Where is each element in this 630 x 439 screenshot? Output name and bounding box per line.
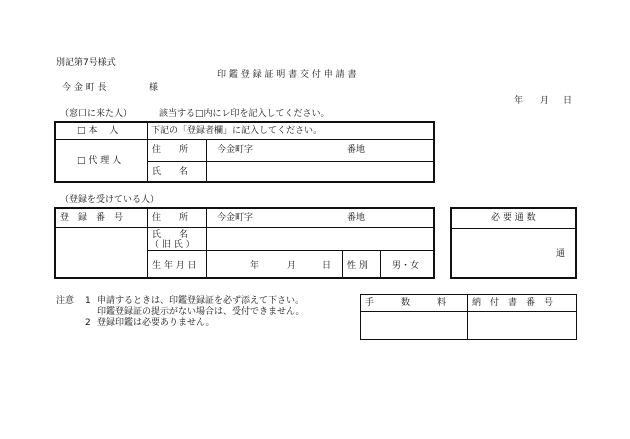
section1-instruction: 該当する□内にレ印を記入してください。 xyxy=(159,109,330,119)
fee-field[interactable] xyxy=(361,312,466,339)
honorific: 様 xyxy=(149,83,159,93)
section2-heading: （登録を受けている人） xyxy=(60,195,160,205)
page-title: 印 鑑 登 録 証 明 書 交 付 申 請 書 xyxy=(217,70,357,80)
agent-address-suffix: 番地 xyxy=(347,145,366,155)
registrant-row2-separator xyxy=(148,250,434,251)
agent-address-field[interactable] xyxy=(207,140,434,161)
date-day: 日 xyxy=(563,96,573,106)
registrant-name-label: 氏 名 xyxy=(152,230,189,240)
note1-text: 申請するときは、印鑑登録証を必ず添えて下さい。 xyxy=(97,296,305,306)
agent-checkbox-label[interactable]: □ 代 理 人 xyxy=(77,156,122,166)
notes-prefix: 注意 xyxy=(56,296,75,306)
reg-number-field[interactable] xyxy=(55,228,147,278)
dob-month: 月 xyxy=(287,261,297,271)
note2-number: 2 xyxy=(85,318,91,328)
registrant-name-field[interactable] xyxy=(207,228,434,250)
registrant-address-label: 住 所 xyxy=(152,213,189,223)
receipt-field[interactable] xyxy=(468,312,576,339)
dob-day: 日 xyxy=(322,261,332,271)
agent-address-label: 住 所 xyxy=(152,145,189,155)
registrant-old-name-label: （ 旧 氏 ） xyxy=(150,240,195,250)
dob-year: 年 xyxy=(250,261,260,271)
agent-address-prefix: 今金町字 xyxy=(217,145,254,155)
registrant-address-suffix: 番地 xyxy=(347,213,366,223)
sex-options[interactable]: 男・女 xyxy=(392,261,420,271)
registrant-address-field[interactable] xyxy=(207,208,434,227)
sex-right-divider xyxy=(380,251,381,278)
applicant-table-divider xyxy=(147,122,148,182)
date-year: 年 xyxy=(514,96,524,106)
note1b-text: 印鑑登録証の提示がない場合は、受付できません。 xyxy=(97,307,305,317)
note1-number: 1 xyxy=(85,296,91,306)
receipt-label: 納 付 書 番 号 xyxy=(472,298,554,308)
registrant-address-prefix: 今金町字 xyxy=(217,213,254,223)
agent-name-field[interactable] xyxy=(207,162,434,182)
copies-unit: 通 xyxy=(556,249,566,259)
fee-label: 手 数 料 xyxy=(365,298,447,308)
reg-number-label: 登 録 番 号 xyxy=(60,213,124,223)
sex-left-divider xyxy=(342,251,343,278)
registrant-table-divider xyxy=(147,208,148,278)
self-checkbox-label[interactable]: □ 本 人 xyxy=(77,126,119,136)
copies-field[interactable] xyxy=(452,229,552,277)
agent-name-label: 氏 名 xyxy=(152,167,189,177)
copies-label: 必 要 通 数 xyxy=(491,213,536,223)
addressee: 今 金 町 長 xyxy=(62,83,107,93)
sex-label: 性 別 xyxy=(347,261,368,271)
self-instruction: 下記の「登録者欄」に記入してください。 xyxy=(151,126,323,136)
date-month: 月 xyxy=(540,96,550,106)
form-number: 別記第7号様式 xyxy=(56,58,116,68)
section1-heading: （窓口に来た人） xyxy=(60,109,133,119)
dob-label: 生 年 月 日 xyxy=(152,261,197,271)
note2-text: 登録印鑑は必要ありません。 xyxy=(97,318,215,328)
